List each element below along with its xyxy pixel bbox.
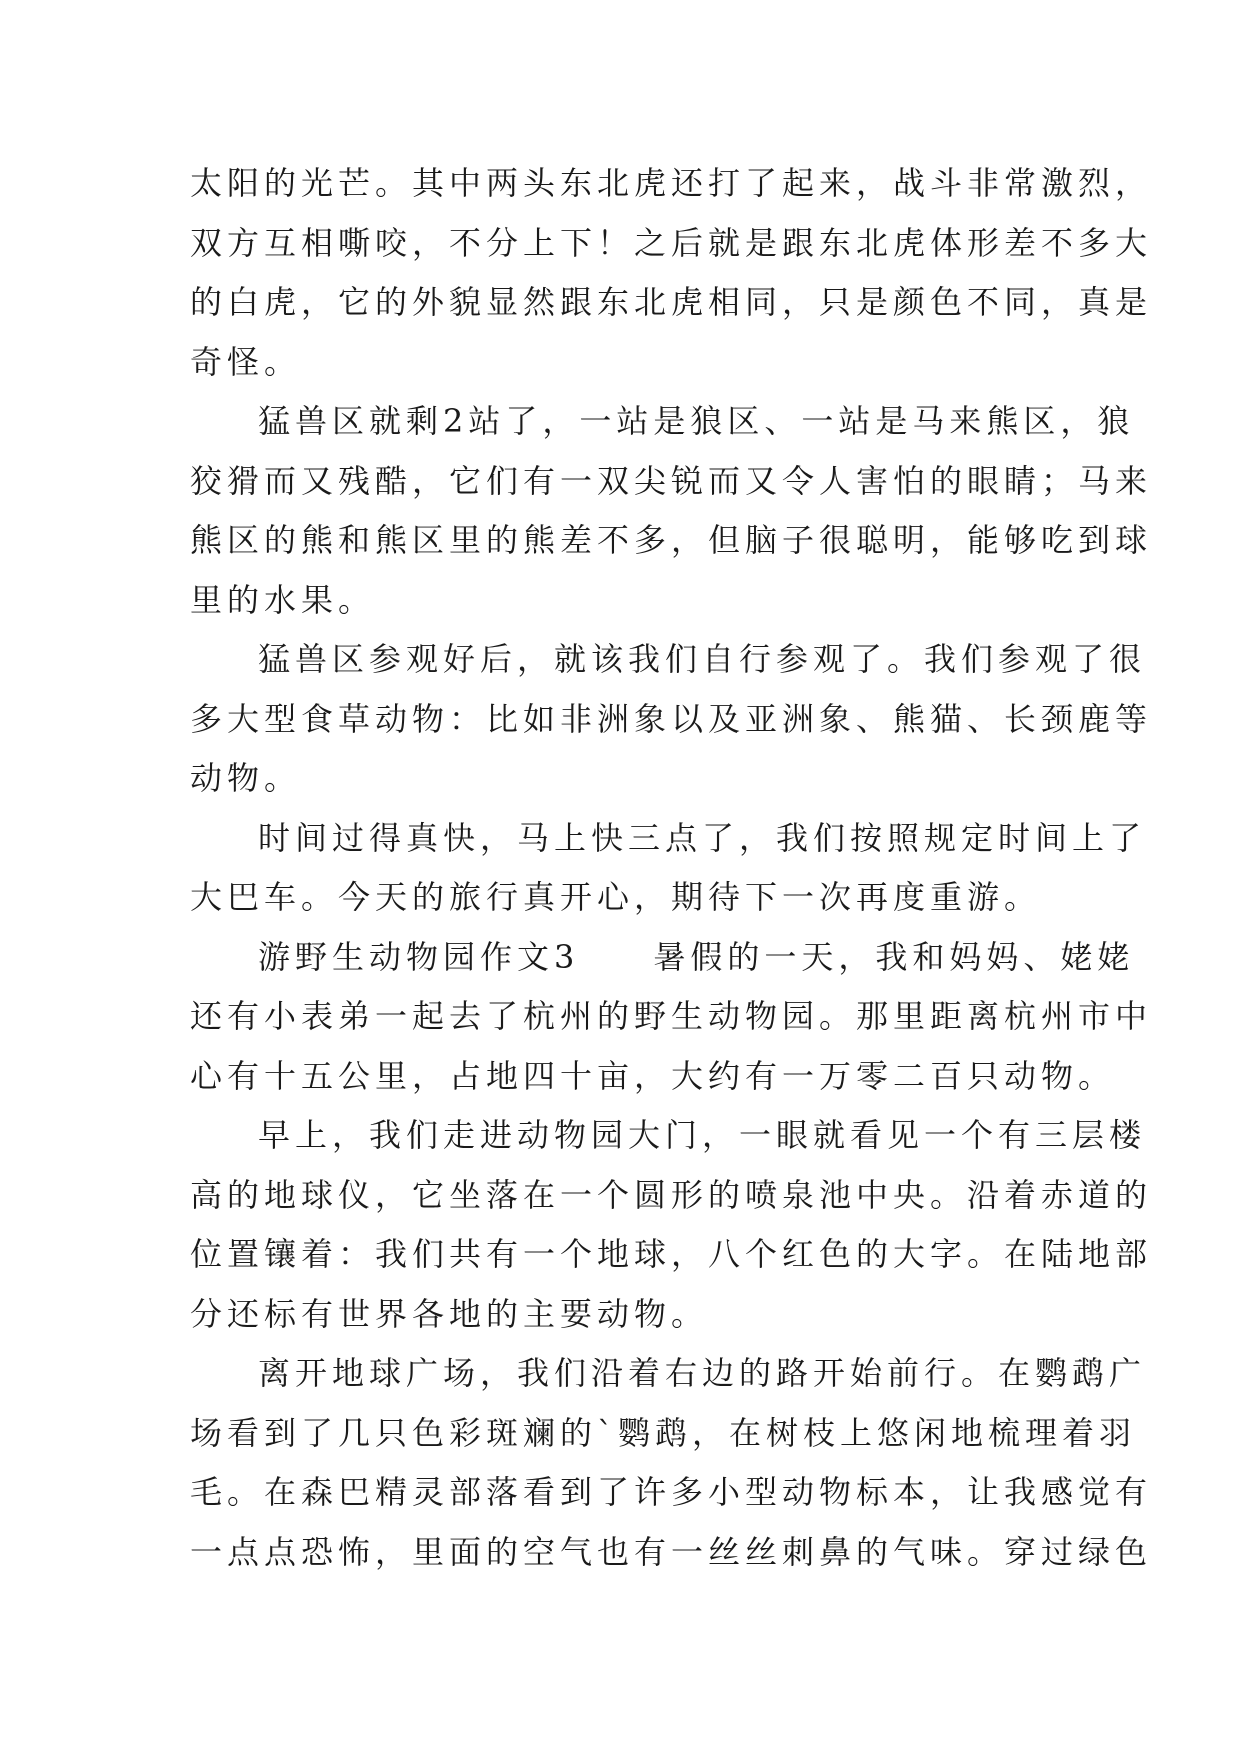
text-line: 心有十五公里，占地四十亩，大约有一万零二百只动物。 bbox=[190, 1056, 1116, 1095]
text-line: 奇怪。 bbox=[190, 342, 302, 381]
text-line: 里的水果。 bbox=[190, 580, 376, 619]
paragraph-first-line: 猛兽区参观好后，就该我们自行参观了。我们参观了很 bbox=[258, 640, 1147, 678]
paragraph-first-line: 离开地球广场，我们沿着右边的路开始前行。在鹦鹉广 bbox=[258, 1354, 1147, 1392]
text-line: 毛。在森巴精灵部落看到了许多小型动物标本，让我感觉有 bbox=[190, 1473, 1153, 1511]
text-line: 大巴车。今天的旅行真开心，期待下一次再度重游。 bbox=[190, 878, 1042, 916]
text-line: 还有小表弟一起去了杭州的野生动物园。那里距离杭州市中 bbox=[190, 997, 1153, 1035]
text-line: 高的地球仪，它坐落在一个圆形的喷泉池中央。沿着赤道的 bbox=[190, 1175, 1153, 1214]
text-line: 一点点恐怖，里面的空气也有一丝丝刺鼻的气味。穿过绿色 bbox=[190, 1532, 1153, 1571]
paragraph-first-line: 早上，我们走进动物园大门，一眼就看见一个有三层楼 bbox=[258, 1116, 1147, 1154]
text-line: 太阳的光芒。其中两头东北虎还打了起来，战斗非常激烈， bbox=[190, 164, 1153, 202]
paragraph-first-line: 时间过得真快，马上快三点了，我们按照规定时间上了 bbox=[258, 818, 1147, 857]
text-line: 的白虎，它的外貌显然跟东北虎相同，只是颜色不同，真是 bbox=[190, 283, 1153, 321]
text-line: 狡猾而又残酷，它们有一双尖锐而又令人害怕的眼睛；马来 bbox=[190, 461, 1153, 500]
text-line: 多大型食草动物：比如非洲象以及亚洲象、熊猫、长颈鹿等 bbox=[190, 699, 1153, 738]
text-line: 位置镶着：我们共有一个地球，八个红色的大字。在陆地部 bbox=[190, 1235, 1153, 1273]
essay-body bbox=[190, 154, 1153, 1582]
text-line: 动物。 bbox=[190, 759, 302, 797]
text-line: 熊区的熊和熊区里的熊差不多，但脑子很聪明，能够吃到球 bbox=[190, 521, 1153, 559]
paragraph-first-line: 猛兽区就剩2站了，一站是狼区、一站是马来熊区，狼 bbox=[258, 402, 1135, 440]
paragraph-first-line: 游野生动物园作文3 暑假的一天，我和妈妈、姥姥 bbox=[258, 937, 1135, 976]
text-line: 双方互相嘶咬，不分上下！之后就是跟东北虎体形差不多大 bbox=[190, 223, 1153, 262]
text-line: 分还标有世界各地的主要动物。 bbox=[190, 1294, 709, 1333]
text-line: 场看到了几只色彩斑斓的`鹦鹉，在树枝上悠闲地梳理着羽 bbox=[190, 1413, 1137, 1452]
